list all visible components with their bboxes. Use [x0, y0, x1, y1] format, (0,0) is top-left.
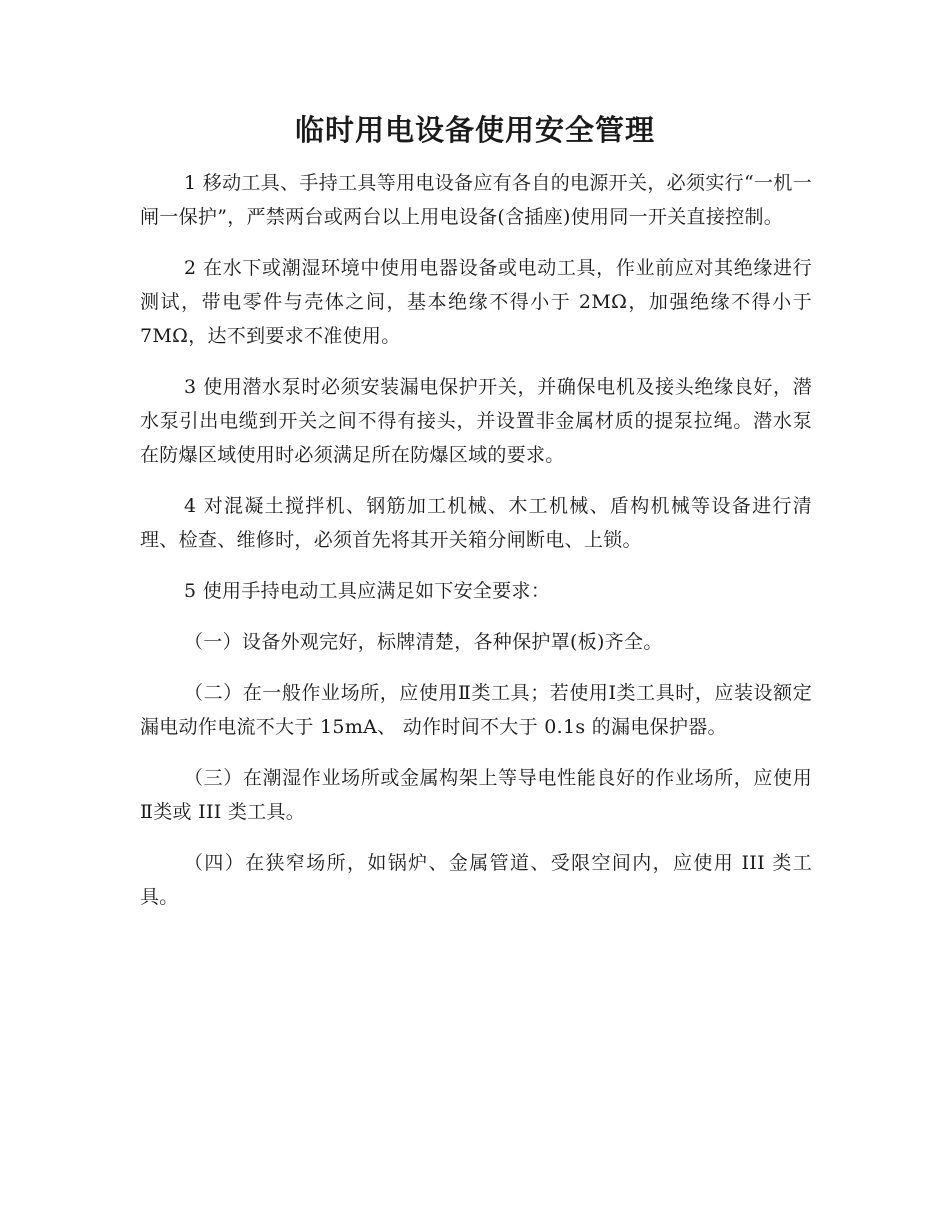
sub-item-3: （三）在潮湿作业场所或金属构架上等导电性能良好的作业场所，应使用Ⅱ类或 III 类工具。: [140, 767, 812, 823]
paragraph-3: 3 使用潜水泵时必须安装漏电保护开关，并确保电机及接头绝缘良好，潜水泵引出电缆到开关之间不得有接头，并设置非金属材质的提泵拉绳。潜水泵在防爆区域使用时必须满足所在防爆区域的要求。: [140, 376, 812, 466]
paragraph-1: 1 移动工具、手持工具等用电设备应有各自的电源开关，必须实行“一机一闸一保护”，严禁两台或两台以上用电设备(含插座)使用同一开关直接控制。: [140, 172, 812, 228]
paragraph-4: 4 对混凝土搅拌机、钢筋加工机械、木工机械、盾构机械等设备进行清理、检查、维修时，必须首先将其开关箱分闸断电、上锁。: [140, 495, 812, 551]
sub-item-2: （二）在一般作业场所，应使用Ⅱ类工具；若使用Ⅰ类工具时，应装设额定漏电动作电流不大于 15mA、 动作时间不大于 0.1s 的漏电保护器。: [140, 682, 812, 738]
sub-item-4: （四）在狭窄场所，如锅炉、金属管道、受限空间内，应使用 III 类工具。: [140, 852, 812, 908]
paragraph-5: 5 使用手持电动工具应满足如下安全要求：: [184, 580, 551, 602]
document-body: [140, 166, 812, 931]
paragraph-2: 2 在水下或潮湿环境中使用电器设备或电动工具，作业前应对其绝缘进行测试，带电零件与壳体之间，基本绝缘不得小于 2MΩ，加强绝缘不得小于 7MΩ，达不到要求不准使用。: [140, 257, 812, 347]
document-title: 临时用电设备使用安全管理: [294, 113, 655, 147]
sub-item-1: （一）设备外观完好，标牌清楚，各种保护罩(板)齐全。: [184, 631, 663, 653]
